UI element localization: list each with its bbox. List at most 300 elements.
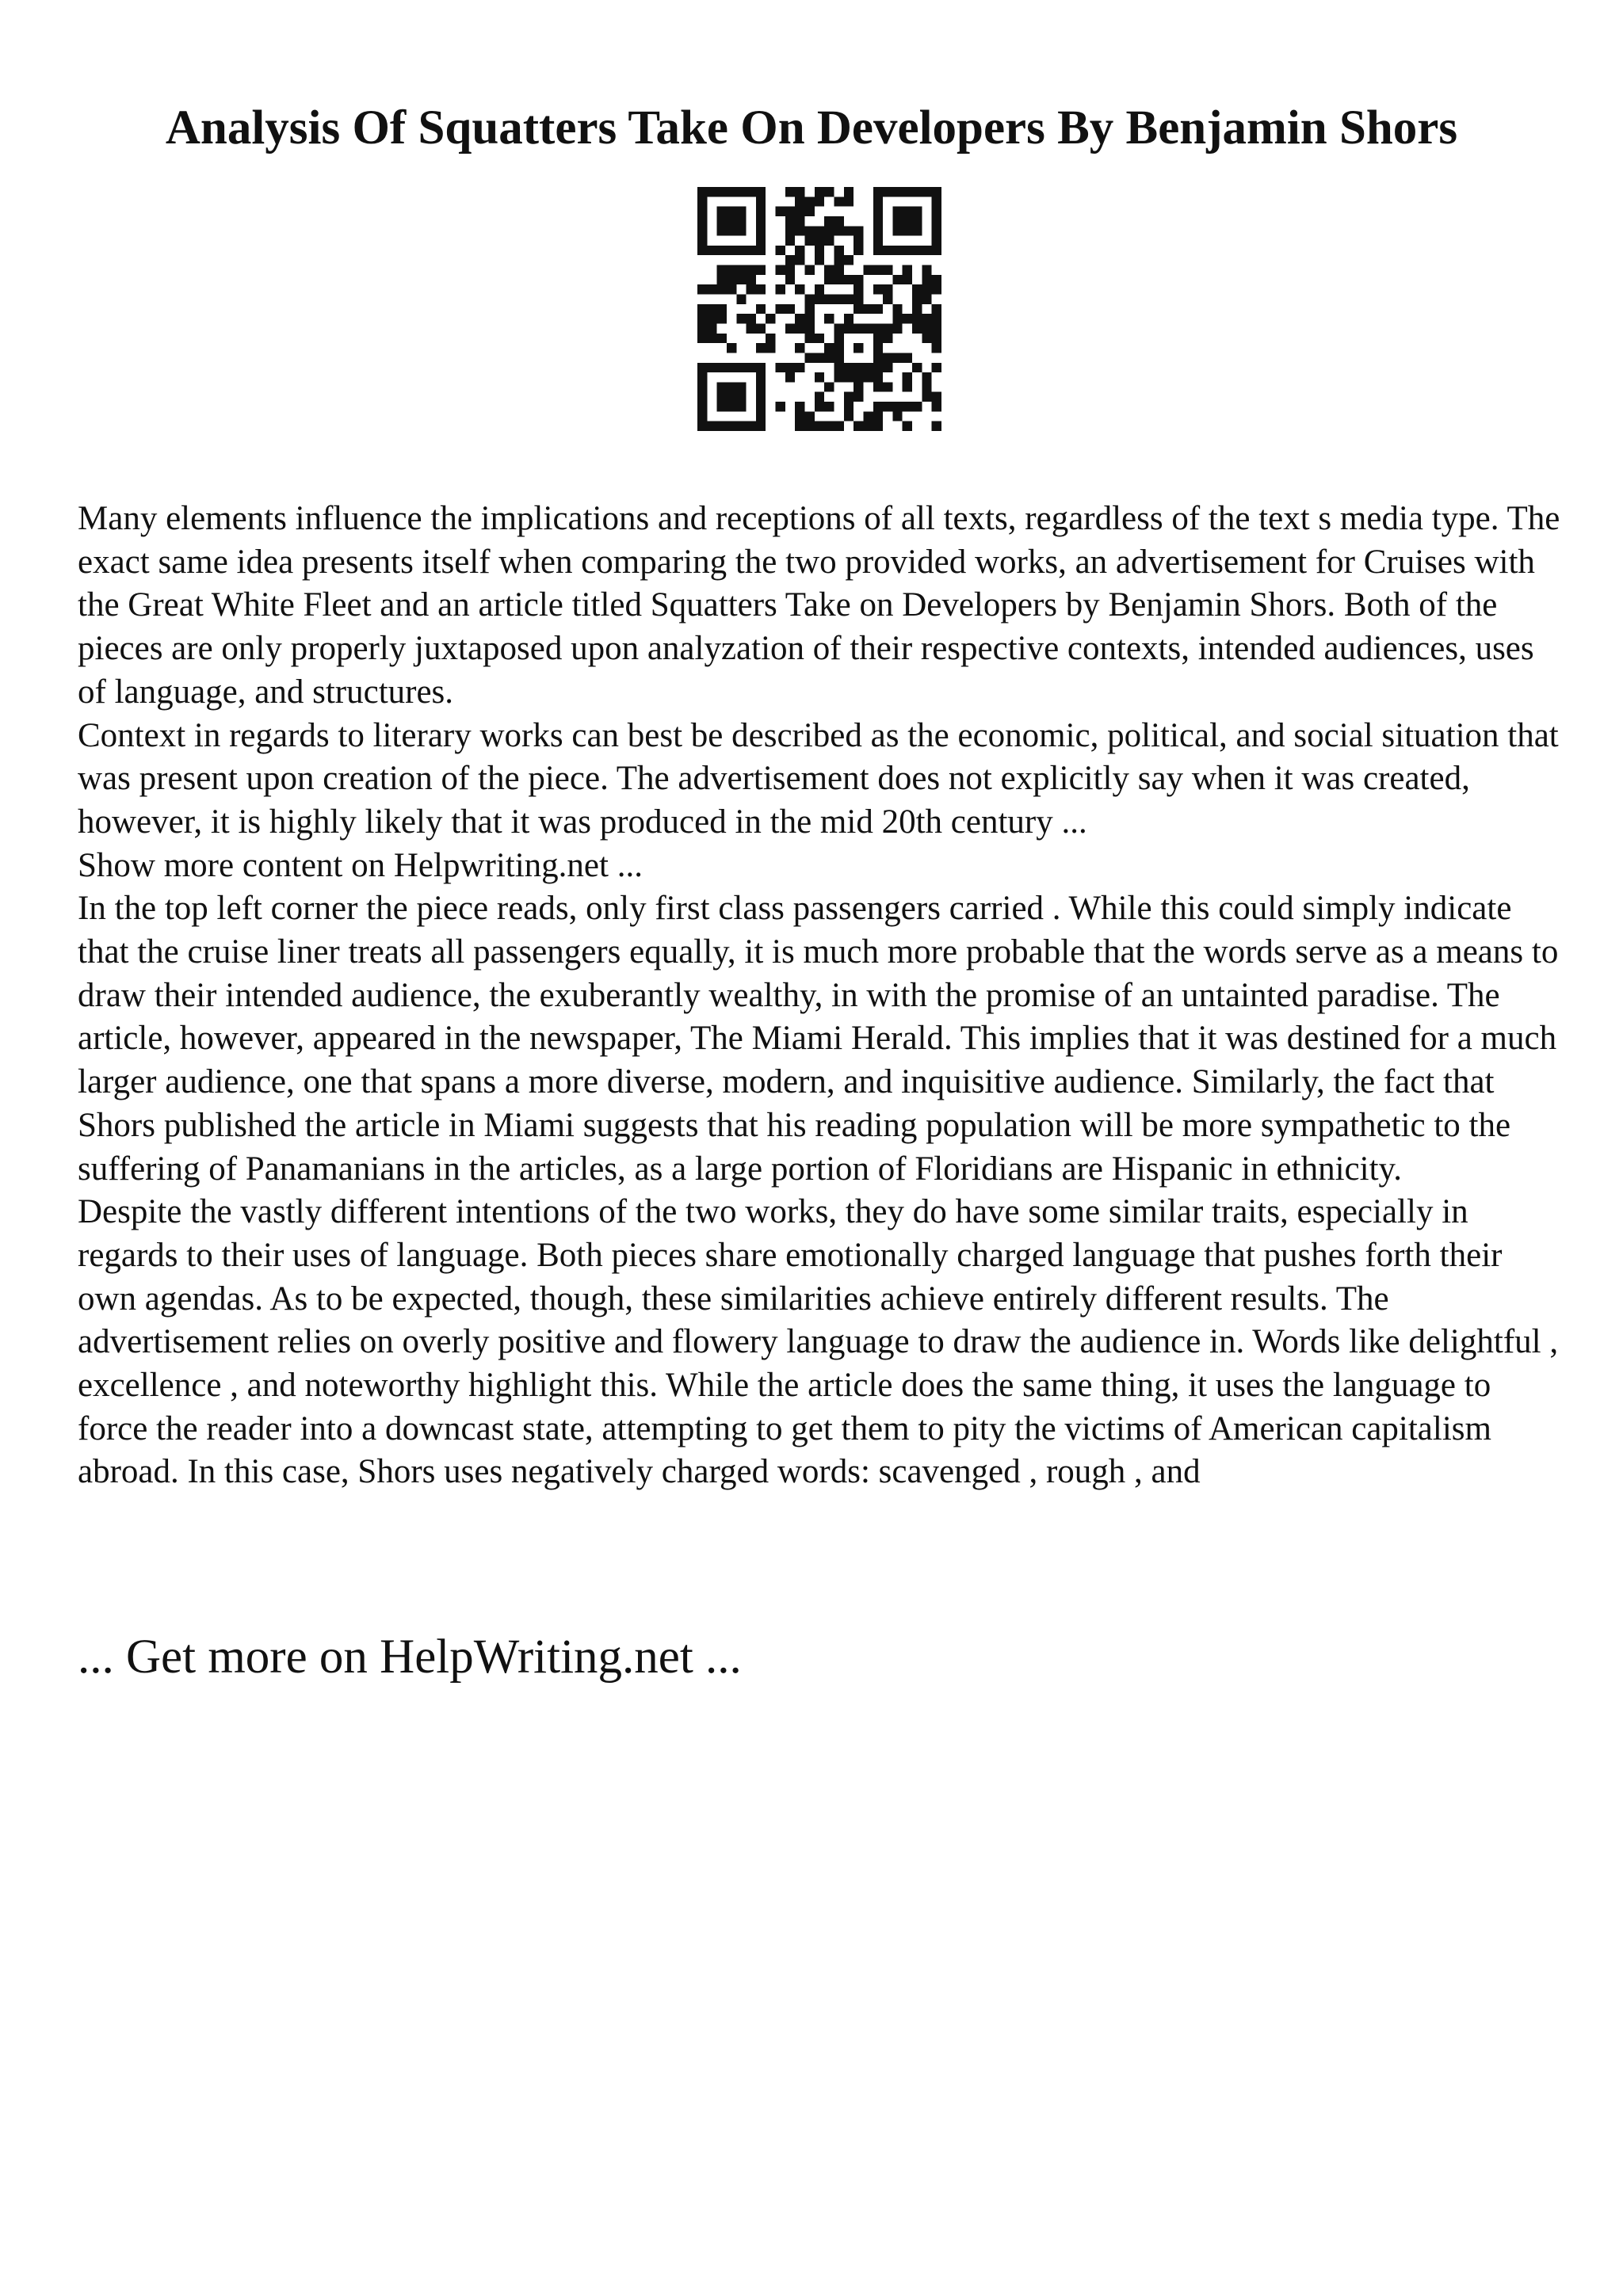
qr-module	[756, 421, 766, 431]
qr-module	[697, 363, 707, 372]
qr-module	[873, 323, 883, 333]
qr-module	[863, 265, 873, 275]
qr-module	[873, 216, 883, 226]
qr-module	[892, 411, 902, 421]
qr-module	[903, 314, 912, 323]
qr-module	[922, 382, 931, 391]
qr-module	[736, 421, 746, 431]
qr-module	[873, 304, 883, 314]
qr-module	[834, 275, 843, 284]
qr-module	[805, 353, 815, 362]
qr-module	[795, 363, 804, 372]
qr-module	[766, 314, 775, 323]
qr-module	[922, 295, 931, 304]
qr-module	[824, 236, 834, 246]
qr-module	[863, 411, 873, 421]
qr-module	[932, 343, 941, 353]
qr-module	[805, 236, 815, 246]
qr-module	[727, 187, 736, 196]
qr-module	[844, 187, 854, 196]
qr-module	[707, 304, 716, 314]
qr-module	[883, 284, 892, 294]
qr-module	[892, 402, 902, 411]
qr-module	[892, 226, 902, 235]
qr-module	[697, 392, 707, 402]
qr-module	[844, 402, 854, 411]
qr-module	[815, 284, 824, 294]
qr-module	[903, 226, 912, 235]
qr-module	[727, 392, 736, 402]
qr-module	[834, 226, 843, 235]
qr-module	[785, 187, 795, 196]
qr-module	[922, 334, 931, 343]
qr-module	[912, 207, 922, 216]
qr-module	[922, 187, 931, 196]
qr-module	[922, 246, 931, 255]
qr-module	[834, 343, 843, 353]
qr-module	[854, 421, 863, 431]
qr-module	[854, 284, 863, 294]
qr-module	[883, 334, 892, 343]
qr-module	[736, 382, 746, 391]
qr-module	[776, 265, 785, 275]
qr-module	[824, 265, 834, 275]
qr-module	[717, 207, 727, 216]
qr-module	[932, 226, 941, 235]
qr-module	[795, 226, 804, 235]
qr-module	[727, 216, 736, 226]
qr-module	[824, 295, 834, 304]
qr-module	[795, 196, 804, 206]
qr-module	[727, 275, 736, 284]
qr-module	[844, 295, 854, 304]
qr-module	[756, 372, 766, 382]
qr-module	[697, 304, 707, 314]
qr-module	[805, 207, 815, 216]
qr-module	[697, 207, 707, 216]
qr-module	[873, 207, 883, 216]
qr-module	[697, 314, 707, 323]
qr-module	[727, 421, 736, 431]
qr-module	[873, 226, 883, 235]
qr-module	[795, 255, 804, 265]
qr-module	[707, 421, 716, 431]
qr-module	[912, 226, 922, 235]
qr-module	[824, 402, 834, 411]
qr-module	[854, 226, 863, 235]
qr-module	[892, 314, 902, 323]
qr-module	[707, 284, 716, 294]
qr-module	[697, 216, 707, 226]
qr-module	[932, 421, 941, 431]
qr-module	[922, 392, 931, 402]
qr-module	[747, 323, 756, 333]
qr-module	[873, 196, 883, 206]
qr-module	[844, 275, 854, 284]
qr-module	[717, 246, 727, 255]
qr-module	[932, 402, 941, 411]
qr-module	[892, 353, 902, 362]
document-title: Analysis Of Squatters Take On Developers By Benjamin Shors	[165, 101, 1458, 154]
qr-module	[805, 334, 815, 343]
qr-module	[932, 304, 941, 314]
qr-module	[697, 284, 707, 294]
qr-module	[854, 323, 863, 333]
qr-module	[873, 334, 883, 343]
qr-module	[756, 196, 766, 206]
qr-module	[834, 196, 843, 206]
qr-module	[717, 382, 727, 391]
qr-module	[922, 372, 931, 382]
qr-module	[873, 246, 883, 255]
qr-module	[717, 265, 727, 275]
qr-module	[824, 353, 834, 362]
qr-module	[717, 226, 727, 235]
qr-module	[873, 421, 883, 431]
qr-module	[697, 246, 707, 255]
qr-module	[785, 226, 795, 235]
qr-module	[717, 334, 727, 343]
qr-module	[717, 304, 727, 314]
qr-module	[747, 187, 756, 196]
qr-module	[912, 216, 922, 226]
qr-module	[747, 363, 756, 372]
qr-module	[776, 363, 785, 372]
qr-module	[756, 323, 766, 333]
qr-module	[912, 304, 922, 314]
qr-module	[815, 392, 824, 402]
qr-module	[903, 265, 912, 275]
qr-module	[727, 363, 736, 372]
qr-module	[815, 295, 824, 304]
qr-module	[824, 343, 834, 353]
qr-module	[815, 187, 824, 196]
qr-module	[834, 246, 843, 255]
qr-code-icon	[697, 187, 941, 431]
qr-module	[903, 275, 912, 284]
qr-module	[834, 295, 843, 304]
qr-module	[805, 295, 815, 304]
qr-module	[727, 402, 736, 411]
qr-module	[903, 216, 912, 226]
qr-module	[736, 402, 746, 411]
qr-module	[844, 255, 854, 265]
qr-module	[707, 187, 716, 196]
qr-module	[756, 207, 766, 216]
qr-module	[727, 284, 736, 294]
qr-module	[834, 265, 843, 275]
qr-module	[932, 196, 941, 206]
qr-module	[844, 323, 854, 333]
qr-module	[854, 363, 863, 372]
qr-module	[815, 255, 824, 265]
paragraph-context: Context in regards to literary works can best be described as the economic, political, and social situation that was present upon creation of the piece. The advertisement does not explicitly say when it was created, however, it is highly likely that it was produced in the mid 20th century ...	[78, 716, 1559, 841]
qr-module	[815, 372, 824, 382]
qr-module	[834, 421, 843, 431]
qr-module	[785, 255, 795, 265]
qr-module	[824, 314, 834, 323]
qr-module	[903, 207, 912, 216]
qr-module	[727, 382, 736, 391]
qr-module	[707, 314, 716, 323]
qr-module	[717, 314, 727, 323]
qr-module	[863, 421, 873, 431]
qr-module	[776, 402, 785, 411]
qr-module	[834, 334, 843, 343]
qr-module	[922, 314, 931, 323]
qr-module	[873, 343, 883, 353]
qr-module	[785, 236, 795, 246]
qr-module	[844, 314, 854, 323]
qr-module	[736, 216, 746, 226]
qr-module	[756, 363, 766, 372]
qr-module	[873, 265, 883, 275]
qr-module	[795, 421, 804, 431]
qr-module	[736, 392, 746, 402]
qr-module	[883, 382, 892, 391]
qr-module	[844, 411, 854, 421]
qr-module	[922, 275, 931, 284]
qr-module	[747, 314, 756, 323]
qr-module	[736, 295, 746, 304]
qr-module	[844, 392, 854, 402]
qr-module	[932, 187, 941, 196]
qr-module	[717, 392, 727, 402]
qr-module	[854, 295, 863, 304]
qr-module	[892, 275, 902, 284]
qr-module	[756, 246, 766, 255]
qr-module	[776, 304, 785, 314]
paragraph-audience: In the top left corner the piece reads, only first class passengers carried . While this could simply indicate that the cruise liner treats all passengers equally, it is much more probable that the words serve as a means to draw their intended audience, the exuberantly wealthy, in with the promise of an untainted paradise. The article, however, appeared in the newspaper, The Miami Herald. This implies that it was destined for a much larger audience, one that spans a more diverse, modern, and inquisitive audience. Similarly, the fact that Shors published the article in Miami suggests that his reading population will be more sympathetic to the suffering of Panamanians in the articles, as a large portion of Floridians are Hispanic in ethnicity.	[78, 890, 1559, 1188]
qr-module	[736, 226, 746, 235]
qr-module	[736, 187, 746, 196]
qr-module	[824, 226, 834, 235]
qr-module	[815, 226, 824, 235]
qr-module	[805, 226, 815, 235]
qr-module	[785, 304, 795, 314]
qr-module	[903, 382, 912, 391]
qr-module	[834, 372, 843, 382]
qr-module	[697, 187, 707, 196]
qr-module	[903, 187, 912, 196]
qr-module	[795, 246, 804, 255]
qr-module	[834, 323, 843, 333]
qr-module	[805, 196, 815, 206]
qr-module	[922, 284, 931, 294]
qr-module	[883, 187, 892, 196]
qr-module	[717, 187, 727, 196]
qr-module	[932, 246, 941, 255]
qr-module	[912, 314, 922, 323]
qr-module	[795, 187, 804, 196]
qr-module	[883, 246, 892, 255]
qr-module	[854, 372, 863, 382]
qr-module	[747, 246, 756, 255]
qr-module	[873, 284, 883, 294]
qr-module	[932, 216, 941, 226]
qr-module	[854, 246, 863, 255]
qr-module	[815, 334, 824, 343]
qr-module	[854, 392, 863, 402]
qr-module	[766, 343, 775, 353]
qr-code[interactable]	[697, 187, 941, 431]
qr-module	[873, 402, 883, 411]
qr-module	[903, 402, 912, 411]
qr-module	[932, 334, 941, 343]
qr-module	[815, 421, 824, 431]
qr-module	[903, 421, 912, 431]
qr-module	[912, 323, 922, 333]
qr-module	[795, 207, 804, 216]
qr-module	[717, 216, 727, 226]
qr-module	[863, 304, 873, 314]
qr-module	[873, 236, 883, 246]
qr-module	[727, 246, 736, 255]
qr-module	[756, 265, 766, 275]
qr-module	[873, 411, 883, 421]
qr-module	[932, 314, 941, 323]
qr-module	[892, 323, 902, 333]
qr-module	[756, 402, 766, 411]
qr-module	[863, 372, 873, 382]
qr-module	[697, 226, 707, 235]
qr-module	[805, 304, 815, 314]
qr-module	[873, 353, 883, 362]
qr-module	[912, 284, 922, 294]
qr-module	[756, 382, 766, 391]
qr-module	[932, 323, 941, 333]
qr-module	[776, 284, 785, 294]
qr-module	[873, 382, 883, 391]
qr-module	[815, 246, 824, 255]
qr-module	[932, 236, 941, 246]
qr-module	[717, 402, 727, 411]
qr-module	[892, 187, 902, 196]
qr-module	[844, 363, 854, 372]
qr-module	[756, 392, 766, 402]
qr-module	[756, 284, 766, 294]
qr-module	[844, 196, 854, 206]
qr-module	[844, 226, 854, 235]
qr-module	[873, 372, 883, 382]
qr-module	[805, 265, 815, 275]
qr-module	[776, 207, 785, 216]
qr-module	[795, 323, 804, 333]
qr-module	[785, 323, 795, 333]
qr-module	[912, 187, 922, 196]
qr-module	[736, 314, 746, 323]
qr-module	[883, 353, 892, 362]
qr-module	[795, 216, 804, 226]
qr-module	[892, 304, 902, 314]
article-body	[78, 498, 1568, 1494]
qr-module	[697, 323, 707, 333]
qr-module	[824, 187, 834, 196]
qr-module	[697, 402, 707, 411]
qr-module	[756, 187, 766, 196]
get-more-link[interactable]: ... Get more on HelpWriting.net ...	[78, 1630, 742, 1684]
qr-module	[903, 246, 912, 255]
qr-module	[736, 363, 746, 372]
qr-module	[717, 421, 727, 431]
qr-module	[834, 255, 843, 265]
qr-module	[932, 275, 941, 284]
qr-module	[747, 265, 756, 275]
qr-module	[756, 411, 766, 421]
qr-module	[697, 372, 707, 382]
qr-module	[717, 284, 727, 294]
qr-module	[883, 402, 892, 411]
qr-module	[785, 265, 795, 275]
qr-module	[883, 363, 892, 372]
qr-module	[863, 323, 873, 333]
qr-module	[785, 275, 795, 284]
qr-module	[903, 372, 912, 382]
qr-module	[795, 402, 804, 411]
qr-module	[736, 246, 746, 255]
qr-module	[766, 334, 775, 343]
qr-module	[795, 343, 804, 353]
qr-module	[834, 363, 843, 372]
qr-module	[717, 363, 727, 372]
qr-module	[785, 216, 795, 226]
qr-module	[805, 421, 815, 431]
qr-module	[736, 265, 746, 275]
qr-module	[707, 323, 716, 333]
qr-module	[912, 402, 922, 411]
qr-module	[922, 323, 931, 333]
qr-module	[805, 314, 815, 323]
qr-module	[922, 265, 931, 275]
qr-module	[727, 207, 736, 216]
qr-module	[854, 236, 863, 246]
qr-module	[727, 226, 736, 235]
qr-module	[747, 421, 756, 431]
qr-module	[854, 382, 863, 391]
qr-module	[697, 411, 707, 421]
qr-module	[697, 382, 707, 391]
qr-module	[932, 363, 941, 372]
qr-module	[697, 236, 707, 246]
qr-module	[824, 275, 834, 284]
show-more-link[interactable]: Show more content on Helpwriting.net ...	[78, 846, 643, 884]
qr-module	[795, 411, 804, 421]
qr-module	[785, 363, 795, 372]
qr-module	[795, 314, 804, 323]
qr-module	[697, 334, 707, 343]
qr-module	[747, 284, 756, 294]
qr-module	[736, 207, 746, 216]
qr-module	[892, 207, 902, 216]
qr-module	[707, 363, 716, 372]
qr-module	[932, 392, 941, 402]
paragraph-language: Despite the vastly different intentions of the two works, they do have some similar traits, especially in regards to their uses of language. Both pieces share emotionally charged language that pushes forth their own agendas. As to be expected, though, these similarities achieve entirely different results. The advertisement relies on overly positive and flowery language to draw the audience in. Words like delightful , excellence , and noteworthy highlight this. While the article does the same thing, it uses the language to force the reader into a downcast state, attempting to get them to pity the victims of American capitalism abroad. In this case, Shors uses negatively charged words: scavenged , rough , and	[78, 1193, 1559, 1491]
qr-module	[756, 216, 766, 226]
qr-module	[756, 304, 766, 314]
qr-module	[834, 353, 843, 362]
qr-module	[795, 284, 804, 294]
qr-module	[815, 353, 824, 362]
qr-module	[824, 216, 834, 226]
paragraph-intro: Many elements influence the implications and receptions of all texts, regardless of the text s media type. The exact same idea presents itself when comparing the two provided works, an advertisement for Cruises with the Great White Fleet and an article titled Squatters Take on Developers by Benjamin Shors. Both of the pieces are only properly juxtaposed upon analyzation of their respective contexts, intended audiences, uses of language, and structures.	[78, 500, 1560, 711]
qr-module	[756, 343, 766, 353]
qr-module	[785, 207, 795, 216]
qr-module	[697, 421, 707, 431]
qr-module	[873, 363, 883, 372]
qr-module	[844, 372, 854, 382]
qr-module	[727, 265, 736, 275]
qr-module	[805, 411, 815, 421]
